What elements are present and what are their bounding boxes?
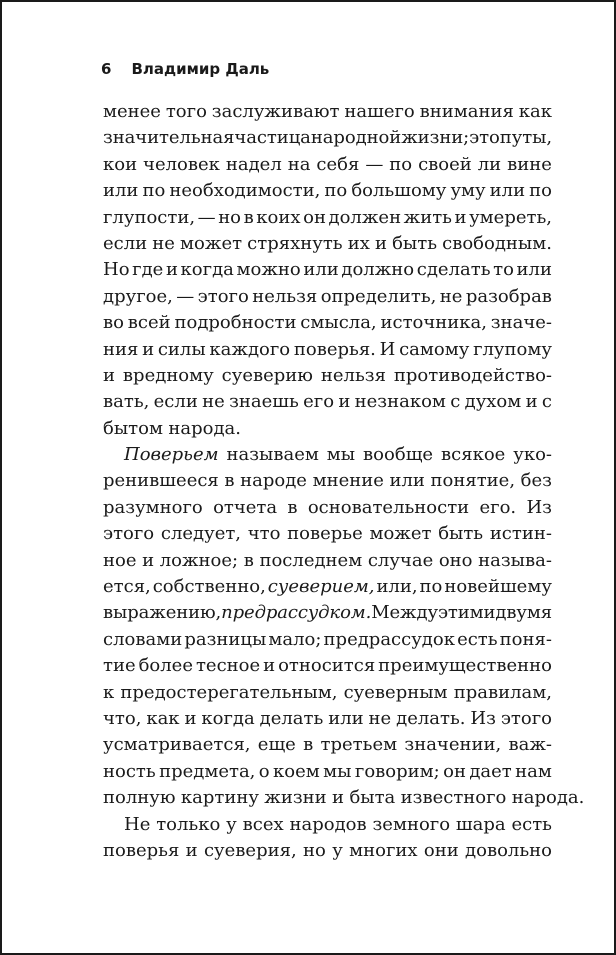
- word: уму: [450, 180, 486, 202]
- word: коем: [273, 760, 320, 782]
- text-line: [103, 389, 552, 415]
- word: по: [389, 153, 413, 175]
- word: своей: [418, 153, 472, 175]
- word: как: [146, 707, 180, 729]
- text-line: [103, 574, 552, 600]
- word: народа.: [168, 417, 241, 439]
- word: третьем: [320, 734, 398, 756]
- text-line: [103, 99, 552, 125]
- word: мнение: [312, 470, 384, 492]
- word: может: [369, 523, 432, 545]
- word: нам: [515, 760, 552, 782]
- word: случае: [367, 549, 434, 571]
- word: противодейство-: [393, 364, 552, 386]
- word: самому: [399, 338, 470, 360]
- word: значе-: [490, 312, 552, 334]
- text-line: [103, 310, 552, 336]
- word: ность: [103, 760, 156, 782]
- word: поня-: [499, 628, 552, 650]
- word: суеверию: [221, 364, 313, 386]
- word: предостерегательным,: [120, 681, 338, 703]
- word: свободным.: [442, 232, 552, 254]
- word: что: [247, 523, 281, 545]
- word: важ-: [508, 734, 552, 756]
- word: тесное: [195, 655, 261, 677]
- word: выражению,: [103, 602, 222, 624]
- word: называем: [226, 444, 319, 466]
- word: —: [365, 153, 384, 175]
- word: и: [184, 707, 197, 729]
- word: умереть,: [469, 206, 552, 228]
- word: ли: [477, 153, 502, 175]
- word: без: [520, 470, 552, 492]
- word: всякое: [441, 444, 506, 466]
- word: и: [454, 206, 467, 228]
- word: он: [443, 760, 466, 782]
- word: быта: [349, 787, 396, 809]
- word: не: [368, 707, 392, 729]
- word: этими: [437, 602, 496, 624]
- text-line: [103, 416, 552, 442]
- word: жизни: [264, 787, 327, 809]
- word: вообще: [363, 444, 434, 466]
- word: еще: [257, 734, 296, 756]
- text-line: [103, 363, 552, 389]
- word: всех: [242, 813, 284, 835]
- word: Из: [526, 496, 552, 518]
- word: или: [103, 180, 139, 202]
- word: разобрав: [465, 285, 552, 307]
- word: вредному: [122, 364, 214, 386]
- word: незнаком: [354, 391, 446, 413]
- word: к: [103, 681, 115, 703]
- word: внимания: [419, 101, 514, 122]
- text-line: [103, 152, 552, 178]
- word: жизни;: [401, 127, 470, 149]
- word: не: [152, 232, 175, 254]
- word: ния: [103, 338, 139, 360]
- word: сделать: [416, 259, 491, 281]
- word: и: [185, 839, 198, 861]
- text-line: [103, 495, 552, 521]
- italic-word: Поверьем: [124, 444, 219, 466]
- word: то: [493, 259, 514, 281]
- word: картину: [180, 787, 259, 809]
- word: должен: [328, 206, 402, 228]
- word: определить,: [320, 285, 437, 307]
- word: глупости,: [103, 206, 196, 228]
- word: усматривается,: [103, 734, 251, 756]
- word: ное: [103, 549, 137, 571]
- text-line: [103, 231, 552, 257]
- word: говорим;: [354, 760, 440, 782]
- word: дает: [469, 760, 512, 782]
- word: если: [103, 232, 148, 254]
- word: в: [224, 470, 235, 492]
- text-line: [103, 257, 552, 283]
- word: называ-: [478, 549, 552, 571]
- word: разумного: [103, 496, 203, 518]
- word: он: [303, 206, 326, 228]
- word: поверья.: [293, 338, 376, 360]
- word: быть: [392, 232, 437, 254]
- word: делать.: [396, 707, 466, 729]
- word: словами: [103, 628, 183, 650]
- word: двумя: [495, 602, 552, 624]
- word: мы: [326, 444, 356, 466]
- italic-word: предрассудком.: [221, 602, 372, 624]
- word: бытом: [103, 417, 163, 439]
- word: по: [324, 180, 348, 202]
- paragraph: [103, 442, 585, 811]
- text-line: [103, 627, 552, 653]
- word: новейшему: [444, 576, 552, 598]
- word: жить: [403, 206, 452, 228]
- word: у: [332, 839, 343, 861]
- word: что,: [103, 707, 142, 729]
- italic-word: суеверием,: [267, 576, 375, 598]
- text-line: [103, 548, 552, 574]
- author-name: Владимир Даль: [131, 60, 270, 78]
- word: они: [423, 839, 459, 861]
- word: где: [132, 259, 164, 281]
- word: если: [153, 391, 198, 413]
- word: путы,: [499, 127, 552, 149]
- word: и: [142, 338, 155, 360]
- word: о: [258, 760, 270, 782]
- word: или: [389, 470, 425, 492]
- word: ложное;: [159, 549, 239, 571]
- word: —: [197, 206, 216, 228]
- word: большому: [351, 180, 447, 202]
- word: Не: [124, 813, 151, 835]
- word: ется,: [103, 576, 151, 598]
- word: уко-: [513, 444, 552, 466]
- word: может: [180, 232, 243, 254]
- word: мало;: [268, 628, 322, 650]
- text-line: [103, 732, 552, 758]
- word: и: [338, 391, 351, 413]
- word: каждого: [209, 338, 291, 360]
- word: поверье: [287, 523, 363, 545]
- word: в: [243, 549, 254, 571]
- text-line: [103, 468, 552, 494]
- word: преимущественно: [378, 655, 552, 677]
- text-line: [103, 521, 552, 547]
- word: это: [469, 127, 500, 149]
- word: последнем: [259, 549, 363, 571]
- word: нельзя: [320, 364, 386, 386]
- word: человек: [143, 153, 220, 175]
- word: народе: [240, 470, 307, 492]
- word: народной: [310, 127, 402, 149]
- word: необходимости,: [169, 180, 321, 202]
- word: в: [243, 206, 254, 228]
- word: значении,: [404, 734, 502, 756]
- word: и: [103, 364, 115, 386]
- word: не: [202, 391, 225, 413]
- word: вине: [507, 153, 552, 175]
- word: по: [142, 180, 166, 202]
- running-head: [101, 60, 269, 78]
- word: мы: [323, 760, 352, 782]
- word: Из: [470, 707, 496, 729]
- text-line: [103, 785, 585, 811]
- word: многих: [349, 839, 418, 861]
- word: но: [218, 206, 242, 228]
- word: суеверным: [343, 681, 448, 703]
- word: собственно,: [152, 576, 266, 598]
- word: того: [165, 101, 207, 122]
- word: или,: [376, 576, 418, 598]
- text-line: [103, 205, 552, 231]
- word: и: [525, 391, 538, 413]
- word: знаешь: [229, 391, 299, 413]
- word: смысла,: [300, 312, 377, 334]
- word: надел: [225, 153, 282, 175]
- word: нашего: [344, 101, 415, 122]
- word: кои: [103, 153, 138, 175]
- text-line: [103, 759, 552, 785]
- word: подробности: [174, 312, 297, 334]
- word: всей: [127, 312, 171, 334]
- word: духом: [464, 391, 522, 413]
- word: не: [439, 285, 463, 307]
- text-line: [103, 706, 552, 732]
- word: отчета: [213, 496, 278, 518]
- word: этого: [197, 285, 249, 307]
- word: их: [347, 232, 370, 254]
- word: полную: [103, 787, 176, 809]
- word: тие: [103, 655, 136, 677]
- word: в: [303, 734, 314, 756]
- word: с: [450, 391, 461, 413]
- word: по: [419, 576, 443, 598]
- word: земного: [372, 813, 451, 835]
- paragraph: [103, 99, 552, 442]
- word: Но: [103, 259, 130, 281]
- word: менее: [103, 101, 161, 122]
- word: только: [156, 813, 221, 835]
- page-number: 6: [101, 60, 112, 78]
- text-line: [103, 442, 552, 468]
- word: коих: [256, 206, 301, 228]
- word: во: [103, 312, 124, 334]
- word: относится: [278, 655, 376, 677]
- word: можно: [236, 259, 301, 281]
- word: этого: [500, 707, 552, 729]
- word: его.: [479, 496, 517, 518]
- word: Между: [371, 602, 438, 624]
- text-line: [103, 337, 552, 363]
- word: оно: [438, 549, 473, 571]
- word: значительная: [103, 127, 235, 149]
- word: глупому: [473, 338, 552, 360]
- word: и: [165, 259, 178, 281]
- word: и: [142, 549, 155, 571]
- word: И: [379, 338, 396, 360]
- word: ренившееся: [103, 470, 219, 492]
- word: предрассудок: [323, 628, 455, 650]
- word: и: [332, 787, 345, 809]
- word: разницы: [184, 628, 267, 650]
- word: себя: [316, 153, 360, 175]
- word: предмета,: [159, 760, 256, 782]
- word: источника,: [380, 312, 487, 334]
- word: другое,: [103, 285, 173, 307]
- word: основательности: [307, 496, 470, 518]
- body-text: [103, 99, 585, 864]
- word: шара: [455, 813, 506, 835]
- word: есть: [457, 628, 498, 650]
- word: но: [303, 839, 326, 861]
- word: известного: [400, 787, 507, 809]
- word: стряхнуть: [247, 232, 343, 254]
- word: правилам,: [453, 681, 552, 703]
- text-line: [103, 125, 552, 151]
- word: и: [374, 232, 387, 254]
- word: или: [516, 259, 552, 281]
- word: как: [518, 101, 552, 122]
- word: более: [138, 655, 193, 677]
- paragraph: [103, 812, 552, 865]
- word: по: [529, 180, 552, 202]
- word: или: [303, 259, 339, 281]
- text-line: [103, 284, 552, 310]
- word: или: [489, 180, 526, 202]
- word: довольно: [465, 839, 552, 861]
- word: понятие,: [430, 470, 516, 492]
- word: суеверия,: [203, 839, 297, 861]
- word: с: [541, 391, 552, 413]
- word: истин-: [489, 523, 552, 545]
- word: этого: [103, 523, 155, 545]
- word: силы: [157, 338, 206, 360]
- word: народа.: [511, 787, 585, 809]
- text-line: [103, 178, 552, 204]
- word: нельзя: [252, 285, 318, 307]
- word: делать: [259, 707, 324, 729]
- word: в: [287, 496, 298, 518]
- word: —: [176, 285, 195, 307]
- word: на: [287, 153, 311, 175]
- word: частица: [234, 127, 311, 149]
- word: следует,: [160, 523, 242, 545]
- word: должно: [341, 259, 415, 281]
- word: вать,: [103, 391, 150, 413]
- word: народов: [289, 813, 367, 835]
- word: поверья: [103, 839, 180, 861]
- word: есть: [511, 813, 552, 835]
- text-line: [103, 838, 552, 864]
- text-line: [103, 680, 552, 706]
- word: быть: [438, 523, 484, 545]
- text-line: [103, 653, 552, 679]
- word: его: [303, 391, 335, 413]
- word: когда: [201, 707, 255, 729]
- word: у: [226, 813, 237, 835]
- word: или: [328, 707, 364, 729]
- word: заслуживают: [211, 101, 340, 122]
- word: когда: [180, 259, 234, 281]
- text-line: [103, 600, 552, 626]
- word: и: [263, 655, 276, 677]
- text-line: [103, 812, 552, 838]
